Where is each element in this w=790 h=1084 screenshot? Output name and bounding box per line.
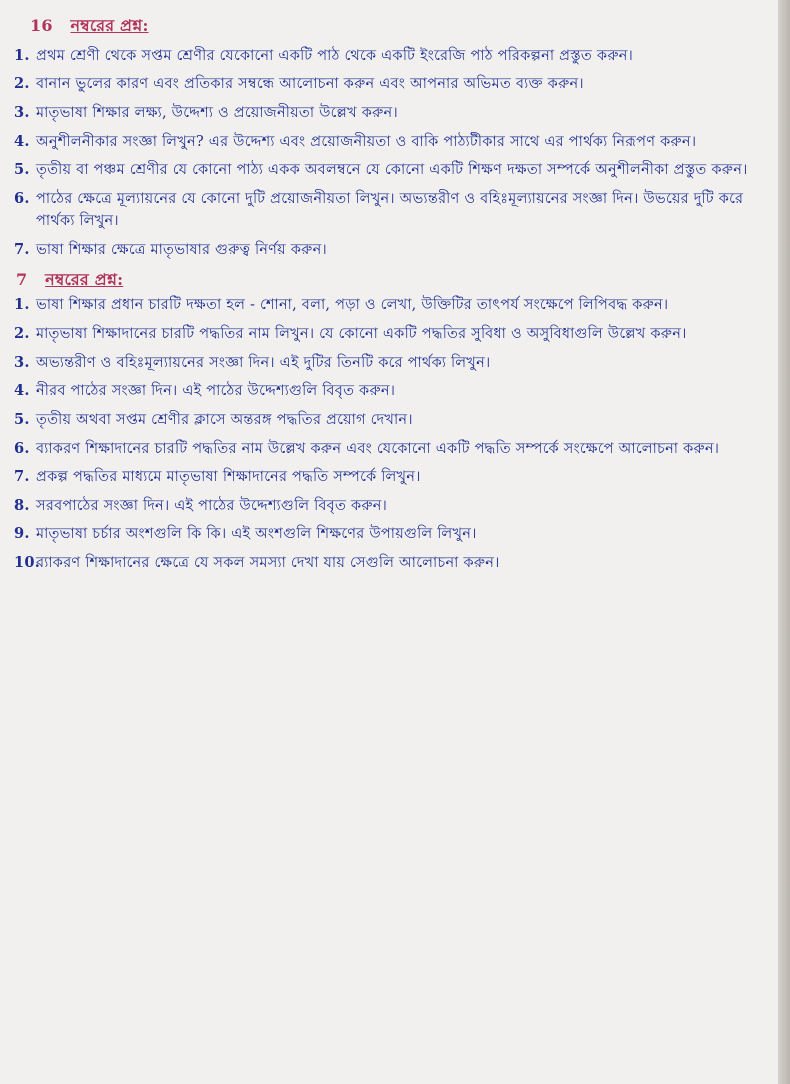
section-16-label: নম্বরের প্রশ্ন: <box>70 16 149 35</box>
question-text: ভাষা শিক্ষার ক্ষেত্রে মাতৃভাষার গুরুত্ব নির্ণয় করুন। <box>36 241 327 259</box>
question-number: 8. <box>14 496 30 514</box>
question-number: 4. <box>14 132 30 150</box>
question-list <box>14 12 776 581</box>
question-text: ভাষা শিক্ষার প্রধান চারটি দক্ষতা হল - শোনা, বলা, পড়া ও লেখা, উক্তিটির তাৎপর্য সংক্ষেপে লিপিবদ্ধ করুন। <box>36 296 669 314</box>
question-7-8 <box>14 495 776 518</box>
question-number: 3. <box>14 104 30 122</box>
question-16-5 <box>14 159 776 182</box>
question-text: ব্যাকরণ শিক্ষাদানের ক্ষেত্রে যে সকল সমস্যা দেখা যায় সেগুলি আলোচনা করুন। <box>36 553 500 571</box>
question-7-10 <box>14 552 776 575</box>
question-text: সরবপাঠের সংজ্ঞা দিন। এই পাঠের উদ্দেশ্যগুলি বিবৃত করুন। <box>36 496 388 514</box>
question-7-6 <box>14 438 776 461</box>
question-number: 2. <box>14 75 30 93</box>
question-text: বানান ভুলের কারণ এবং প্রতিকার সম্বন্ধে আলোচনা করুন এবং আপনার অভিমত ব্যক্ত করুন। <box>36 75 584 93</box>
question-text: ব্যাকরণ শিক্ষাদানের চারটি পদ্ধতির নাম উল্লেখ করুন এবং যেকোনো একটি পদ্ধতি সম্পর্কে সংক্ষেপে আলোচনা করুন। <box>36 439 720 457</box>
section-16-heading <box>30 14 776 39</box>
question-16-1 <box>14 45 776 68</box>
section-7-number: 7 <box>16 269 28 289</box>
question-number: 2. <box>14 325 30 343</box>
question-text: নীরব পাঠের সংজ্ঞা দিন। এই পাঠের উদ্দেশ্যগুলি বিবৃত করুন। <box>36 382 396 400</box>
question-text: প্রকল্প পদ্ধতির মাধ্যমে মাতৃভাষা শিক্ষাদানের পদ্ধতি সম্পর্কে লিখুন। <box>36 468 421 486</box>
question-7-2 <box>14 323 776 346</box>
question-16-4 <box>14 131 776 154</box>
section-16-number: 16 <box>30 16 53 35</box>
question-number: 1. <box>14 46 30 64</box>
question-7-7 <box>14 466 776 489</box>
question-number: 10. <box>14 553 40 571</box>
question-text: অভ্যন্তরীণ ও বহিঃমূল্যায়নের সংজ্ঞা দিন। এই দুটির তিনটি করে পার্থক্য লিখুন। <box>36 353 491 371</box>
question-number: 4. <box>14 382 30 400</box>
question-text: মাতৃভাষা শিক্ষাদানের চারটি পদ্ধতির নাম লিখুন। যে কোনো একটি পদ্ধতির সুবিধা ও অসুবিধাগুলি উল্লেখ করুন। <box>36 325 687 343</box>
question-number: 5. <box>14 410 30 428</box>
question-number: 6. <box>14 189 30 207</box>
question-16-7 <box>14 239 776 262</box>
question-7-3 <box>14 352 776 375</box>
question-text: অনুশীলনীকার সংজ্ঞা লিখুন? এর উদ্দেশ্য এবং প্রয়োজনীয়তা ও বাকি পাঠ্যটীকার সাথে এর পার্থক্য নিরূপণ করুন। <box>36 132 697 150</box>
question-number: 1. <box>14 296 30 314</box>
question-number: 7. <box>14 241 30 259</box>
question-text: তৃতীয় বা পঞ্চম শ্রেণীর যে কোনো পাঠ্য একক অবলম্বনে যে কোনো একটি শিক্ষণ দক্ষতা সম্পর্কে অনুশীলনীকা প্রস্তুত করুন। <box>36 161 748 179</box>
question-7-9 <box>14 523 776 546</box>
question-number: 3. <box>14 353 30 371</box>
question-text: মাতৃভাষা শিক্ষার লক্ষ্য, উদ্দেশ্য ও প্রয়োজনীয়তা উল্লেখ করুন। <box>36 104 398 122</box>
section-7-label: নম্বরের প্রশ্ন: <box>45 269 124 289</box>
question-7-1 <box>14 294 776 317</box>
question-number: 6. <box>14 439 30 457</box>
question-text: প্রথম শ্রেণী থেকে সপ্তম শ্রেণীর যেকোনো একটি পাঠ থেকে একটি ইংরেজি পাঠ পরিকল্পনা প্রস্তুত করুন। <box>36 46 634 64</box>
question-7-4 <box>14 380 776 403</box>
question-7-5 <box>14 409 776 432</box>
question-text: পাঠের ক্ষেত্রে মূল্যায়নের যে কোনো দুটি প্রয়োজনীয়তা লিখুন। অভ্যন্তরীণ ও বহিঃমূল্যায়নের সংজ্ঞা দিন। উভয়ের দুটি করে পার্থক্য লিখুন। <box>36 189 744 230</box>
question-16-6 <box>14 188 776 233</box>
page-edge <box>778 0 790 1084</box>
question-16-2 <box>14 73 776 96</box>
question-text: তৃতীয় অথবা সপ্তম শ্রেণীর ক্লাসে অন্তরঙ্গ পদ্ধতির প্রয়োগ দেখান। <box>36 410 413 428</box>
question-number: 7. <box>14 468 30 486</box>
question-number: 5. <box>14 161 30 179</box>
section-7-heading <box>16 268 776 293</box>
question-number: 9. <box>14 525 30 543</box>
question-16-3 <box>14 102 776 125</box>
question-text: মাতৃভাষা চর্চার অংশগুলি কি কি। এই অংশগুলি শিক্ষণের উপায়গুলি লিখুন। <box>36 525 477 543</box>
